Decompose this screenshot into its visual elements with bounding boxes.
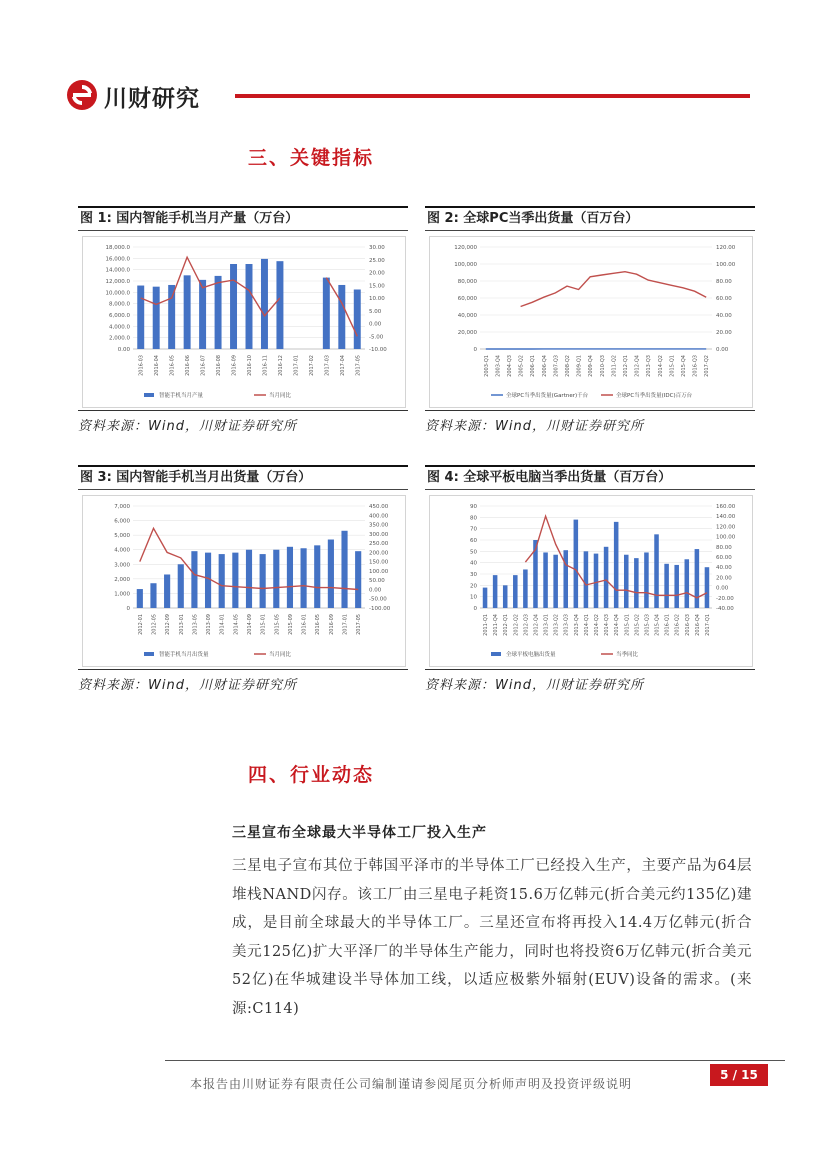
figure-1 (78, 206, 408, 438)
y-tick-left: 70 (470, 526, 477, 533)
bar (246, 264, 253, 349)
x-tick-label: 2016-Q4 (694, 614, 701, 636)
x-tick-label: 2013-09 (206, 614, 213, 635)
x-tick-label: 2017-Q2 (704, 355, 711, 377)
y-tick-right: 100.00 (369, 568, 389, 575)
x-tick-label: 2016-05 (315, 614, 322, 635)
x-tick-label: 2016-06 (185, 355, 192, 376)
section-title-industry-news: 四、行业动态 (248, 764, 375, 786)
bar (301, 548, 307, 608)
x-tick-label: 2003-Q1 (483, 355, 490, 377)
bar (354, 290, 361, 350)
x-tick-label: 2003-Q4 (495, 355, 502, 377)
bar (664, 564, 669, 608)
x-tick-label: 2016-01 (301, 614, 308, 635)
page-number: 5 / 15 (710, 1064, 768, 1086)
y-tick-right: 80.00 (716, 544, 732, 551)
bar (513, 575, 518, 608)
bar (674, 565, 679, 608)
bar (323, 278, 330, 349)
bar (695, 549, 700, 608)
figure-source: 资料来源：Wind，川财证券研究所 (425, 410, 755, 434)
x-tick-label: 2017-01 (293, 355, 300, 376)
y-tick-left: 2,000 (114, 576, 130, 583)
x-tick-label: 2016-Q3 (684, 614, 691, 636)
bar (168, 285, 175, 349)
y-tick-right: 250.00 (369, 541, 389, 548)
figure-source: 资料来源：Wind，川财证券研究所 (78, 410, 408, 434)
y-tick-right: 60.00 (716, 296, 732, 302)
legend-label: 当月同比 (269, 652, 292, 658)
x-tick-label: 2016-Q3 (692, 355, 699, 377)
bar (584, 551, 589, 608)
y-tick-right: 50.00 (369, 578, 385, 585)
bar (246, 550, 252, 608)
y-tick-right: 60.00 (716, 555, 732, 561)
x-tick-label: 2014-Q1 (583, 614, 590, 636)
x-tick-label: 2016-12 (277, 355, 284, 376)
y-tick-right: 0.00 (716, 585, 729, 592)
y-tick-right: 120.00 (716, 245, 736, 251)
y-tick-right: 0.00 (716, 347, 729, 353)
y-tick-right: 150.00 (369, 559, 389, 566)
x-tick-label: 2013-Q3 (563, 614, 570, 636)
y-tick-right: 140.00 (716, 514, 736, 521)
figure-source: 资料来源：Wind，川财证券研究所 (78, 669, 408, 693)
bar (314, 545, 320, 608)
x-tick-label: 2013-Q4 (573, 614, 580, 636)
bar (483, 588, 488, 608)
y-tick-left: 0 (473, 347, 477, 353)
y-tick-left: 100,000 (454, 262, 477, 268)
x-tick-label: 2012-01 (137, 614, 144, 635)
y-tick-right: 100.00 (716, 262, 736, 268)
y-tick-left: 10 (470, 594, 477, 601)
y-tick-left: 4,000 (114, 547, 130, 554)
bar (574, 520, 579, 608)
bar (523, 569, 528, 608)
brand-logo-icon (67, 80, 97, 110)
x-tick-label: 2016-09 (231, 355, 238, 376)
y-tick-left: 6,000 (114, 518, 130, 525)
y-tick-left: 8,000.0 (109, 301, 130, 308)
y-tick-right: 300.00 (369, 531, 389, 538)
x-tick-label: 2013-Q1 (543, 614, 550, 636)
y-tick-right: 0.00 (369, 321, 382, 328)
x-tick-label: 2011-Q1 (483, 614, 490, 636)
chart-phone-production (83, 237, 405, 407)
x-tick-label: 2016-11 (262, 355, 269, 376)
y-tick-left: 3,000 (114, 562, 130, 569)
bar (624, 555, 629, 608)
bar (685, 559, 690, 608)
x-tick-label: 2015-05 (274, 614, 281, 635)
legend-swatch (491, 652, 501, 656)
y-tick-right: -40.00 (716, 606, 734, 612)
y-tick-right: 0.00 (369, 587, 382, 594)
x-tick-label: 2015-01 (260, 614, 267, 635)
figure-title: 图 3: 国内智能手机当月出货量（万台） (78, 465, 408, 490)
x-tick-label: 2017-Q1 (704, 614, 711, 636)
y-tick-left: 20,000 (457, 330, 477, 336)
y-tick-left: 50 (470, 549, 477, 556)
y-tick-right: 40.00 (716, 565, 732, 572)
y-tick-left: 90 (470, 504, 477, 510)
x-tick-label: 2014-Q2 (594, 614, 600, 636)
bar (276, 261, 283, 349)
x-tick-label: 2017-04 (339, 355, 346, 376)
x-tick-label: 2012-Q3 (523, 614, 530, 636)
x-tick-label: 2014-05 (233, 614, 240, 635)
bar (230, 264, 237, 349)
y-tick-left: 120,000 (454, 245, 477, 251)
x-tick-label: 2014-Q3 (604, 614, 611, 636)
series-line (521, 272, 707, 307)
y-tick-right: 40.00 (716, 313, 732, 319)
bar (137, 286, 144, 349)
bar (191, 551, 197, 608)
x-tick-label: 2016-04 (154, 355, 161, 376)
x-tick-label: 2009-Q1 (576, 355, 583, 377)
x-tick-label: 2016-09 (328, 614, 335, 635)
y-tick-left: 40,000 (457, 313, 477, 319)
bar (287, 547, 293, 608)
y-tick-left: 5,000 (114, 533, 130, 540)
x-tick-label: 2011-Q2 (611, 355, 618, 377)
y-tick-right: 200.00 (369, 550, 389, 557)
bar (273, 550, 279, 608)
x-tick-label: 2017-03 (324, 355, 331, 376)
x-tick-label: 2013-Q2 (553, 614, 560, 636)
bar (205, 553, 211, 608)
figure-4 (425, 465, 755, 697)
x-tick-label: 2004-Q3 (507, 355, 513, 377)
x-tick-label: 2015-Q4 (654, 614, 661, 636)
x-tick-label: 2007-Q3 (553, 355, 560, 377)
bar (260, 554, 266, 608)
header-rule (235, 94, 750, 98)
footer-rule (165, 1060, 785, 1061)
x-tick-label: 2016-Q1 (664, 614, 671, 636)
x-tick-label: 2014-Q4 (614, 614, 621, 636)
y-tick-right: -5.00 (369, 334, 384, 341)
legend-label: 智能手机当月产量 (159, 393, 204, 399)
bar (594, 554, 599, 608)
y-tick-right: 400.00 (369, 513, 389, 520)
bar (178, 564, 184, 608)
x-tick-label: 2009-Q4 (588, 355, 595, 377)
y-tick-right: 20.00 (369, 270, 385, 277)
x-tick-label: 2016-Q2 (674, 614, 681, 636)
bar (261, 259, 268, 349)
bar (553, 555, 558, 608)
y-tick-right: 350.00 (369, 522, 389, 529)
x-tick-label: 2006-Q1 (530, 355, 537, 377)
y-tick-left: 60,000 (457, 296, 477, 302)
figure-title: 图 2: 全球PC当季出货量（百万台） (425, 206, 755, 231)
chart-pc-shipments (430, 237, 752, 407)
x-tick-label: 2016-10 (247, 355, 253, 376)
bar (150, 583, 156, 608)
bar (654, 534, 659, 608)
x-tick-label: 2013-Q3 (646, 355, 653, 377)
y-tick-left: 80 (470, 515, 477, 522)
bar (338, 285, 345, 349)
section-title-indicators: 三、关键指标 (248, 147, 375, 169)
y-tick-right: 120.00 (716, 524, 736, 531)
legend-swatch (144, 652, 154, 656)
y-tick-left: 30 (470, 572, 477, 578)
bar (355, 551, 361, 608)
y-tick-left: 12,000.0 (105, 279, 130, 285)
x-tick-label: 2010-Q3 (599, 355, 606, 377)
x-tick-label: 2011-Q4 (493, 614, 500, 636)
y-tick-left: 10,000.0 (105, 290, 130, 297)
bar (563, 550, 568, 608)
bar (604, 547, 609, 608)
bar (614, 522, 619, 608)
y-tick-left: 0 (126, 606, 130, 612)
y-tick-right: 30.00 (369, 245, 385, 251)
y-tick-right: 10.00 (369, 296, 385, 302)
y-tick-right: 5.00 (369, 308, 382, 315)
bar (164, 574, 170, 608)
y-tick-left: 80,000 (457, 279, 477, 285)
x-tick-label: 2013-05 (192, 614, 199, 635)
x-tick-label: 2012-09 (165, 614, 172, 635)
bar (493, 575, 498, 608)
bar (232, 553, 238, 608)
bar (705, 567, 710, 608)
y-tick-right: 160.00 (716, 504, 736, 510)
x-tick-label: 2014-Q2 (657, 355, 664, 377)
y-tick-right: -100.00 (369, 606, 391, 612)
bar (137, 589, 143, 608)
y-tick-left: 18,000.0 (105, 245, 130, 251)
y-tick-left: 1,000 (114, 591, 130, 598)
y-tick-right: -50.00 (369, 596, 387, 603)
bar (153, 287, 160, 349)
y-tick-left: 4,000.0 (109, 324, 130, 331)
y-tick-right: 100.00 (716, 534, 736, 541)
x-tick-label: 2013-01 (178, 614, 185, 635)
legend-swatch (144, 393, 154, 397)
x-tick-label: 2005-Q2 (518, 355, 525, 377)
x-tick-label: 2017-05 (355, 355, 362, 376)
figure-2 (425, 206, 755, 438)
y-tick-right: 20.00 (716, 575, 732, 582)
x-tick-label: 2015-Q3 (644, 614, 651, 636)
legend-label: 全球平板电脑出货量 (506, 652, 556, 658)
bar (503, 585, 508, 608)
x-tick-label: 2012-Q1 (503, 614, 510, 636)
x-tick-label: 2012-Q1 (623, 355, 629, 377)
x-tick-label: 2016-08 (216, 355, 223, 376)
y-tick-left: 40 (470, 560, 477, 567)
bar (543, 552, 548, 608)
figure-3 (78, 465, 408, 697)
bar (634, 558, 639, 608)
chart-phone-shipments (83, 496, 405, 666)
x-tick-label: 2012-Q2 (513, 614, 520, 636)
x-tick-label: 2015-09 (287, 614, 294, 635)
x-tick-label: 2016-03 (138, 355, 145, 376)
x-tick-label: 2015-Q4 (681, 355, 687, 377)
y-tick-right: -10.00 (369, 347, 387, 353)
bar (328, 540, 334, 608)
y-tick-right: 15.00 (369, 283, 385, 290)
footer-disclaimer: 本报告由川财证券有限责任公司编制谨请参阅尾页分析师声明及投资评级说明 (190, 1077, 633, 1091)
x-tick-label: 2012-05 (151, 614, 158, 635)
figure-title: 图 1: 国内智能手机当月产量（万台） (78, 206, 408, 231)
x-tick-label: 2015-Q1 (624, 614, 631, 636)
x-tick-label: 2006-Q4 (541, 355, 548, 377)
y-tick-right: -20.00 (716, 595, 734, 602)
y-tick-right: 450.00 (369, 504, 389, 510)
x-tick-label: 2017-02 (308, 355, 315, 376)
legend-label: 智能手机当月出货量 (159, 652, 209, 658)
legend-label: 当季同比 (616, 652, 639, 658)
bar (644, 552, 649, 608)
news-headline: 三星宣布全球最大半导体工厂投入生产 (232, 825, 487, 841)
y-tick-left: 2,000.0 (109, 335, 130, 342)
x-tick-label: 2012-Q4 (634, 355, 641, 377)
bar (199, 280, 206, 349)
y-tick-left: 0 (473, 606, 477, 612)
x-tick-label: 2012-Q4 (533, 614, 540, 636)
legend-label: 全球PC当季出货量(IDC)百万台 (616, 393, 693, 399)
x-tick-label: 2015-Q1 (669, 355, 676, 377)
bar (341, 531, 347, 608)
bar (184, 275, 191, 349)
x-tick-label: 2008-Q2 (565, 355, 571, 377)
x-tick-label: 2014-01 (219, 614, 226, 635)
x-tick-label: 2016-07 (200, 355, 207, 376)
figure-source: 资料来源：Wind，川财证券研究所 (425, 669, 755, 693)
bar (219, 554, 225, 608)
y-tick-right: 80.00 (716, 279, 732, 285)
bar (215, 276, 222, 349)
brand-name: 川财研究 (104, 86, 200, 112)
y-tick-left: 20 (470, 583, 477, 590)
x-tick-label: 2015-Q2 (634, 614, 641, 636)
y-tick-left: 60 (470, 538, 477, 544)
news-body: 三星电子宣布其位于韩国平泽市的半导体工厂已经投入生产，主要产品为64层堆栈NAND闪存。该工厂由三星电子耗资15.6万亿韩元(折合美元约135亿)建成，是目前全球最大的半导体工厂。三星还宣布将再投入14.4万亿韩元(折合美元125亿)扩大平泽厂的半导体生产能力，同时也将投资6万亿韩元(折合美元52亿)在华城建设半导体加工线，以适应极紫外辐射(EUV)设备的需求。(来源:C114) (232, 858, 752, 1017)
x-tick-label: 2016-05 (169, 355, 176, 376)
y-tick-left: 0.00 (117, 347, 130, 353)
figure-title: 图 4: 全球平板电脑当季出货量（百万台） (425, 465, 755, 490)
chart-tablet-shipments (430, 496, 752, 666)
y-tick-left: 14,000.0 (105, 267, 130, 274)
y-tick-left: 6,000.0 (109, 313, 130, 319)
y-tick-left: 7,000 (114, 504, 130, 510)
legend-label: 全球PC当季出货量(Gartner)千台 (506, 393, 589, 399)
legend-label: 当月同比 (269, 393, 292, 399)
y-tick-right: 20.00 (716, 330, 732, 336)
x-tick-label: 2014-09 (247, 614, 253, 635)
y-tick-left: 16,000.0 (105, 256, 130, 263)
x-tick-label: 2017-01 (342, 614, 349, 635)
y-tick-right: 25.00 (369, 257, 385, 264)
x-tick-label: 2017-05 (356, 614, 363, 635)
